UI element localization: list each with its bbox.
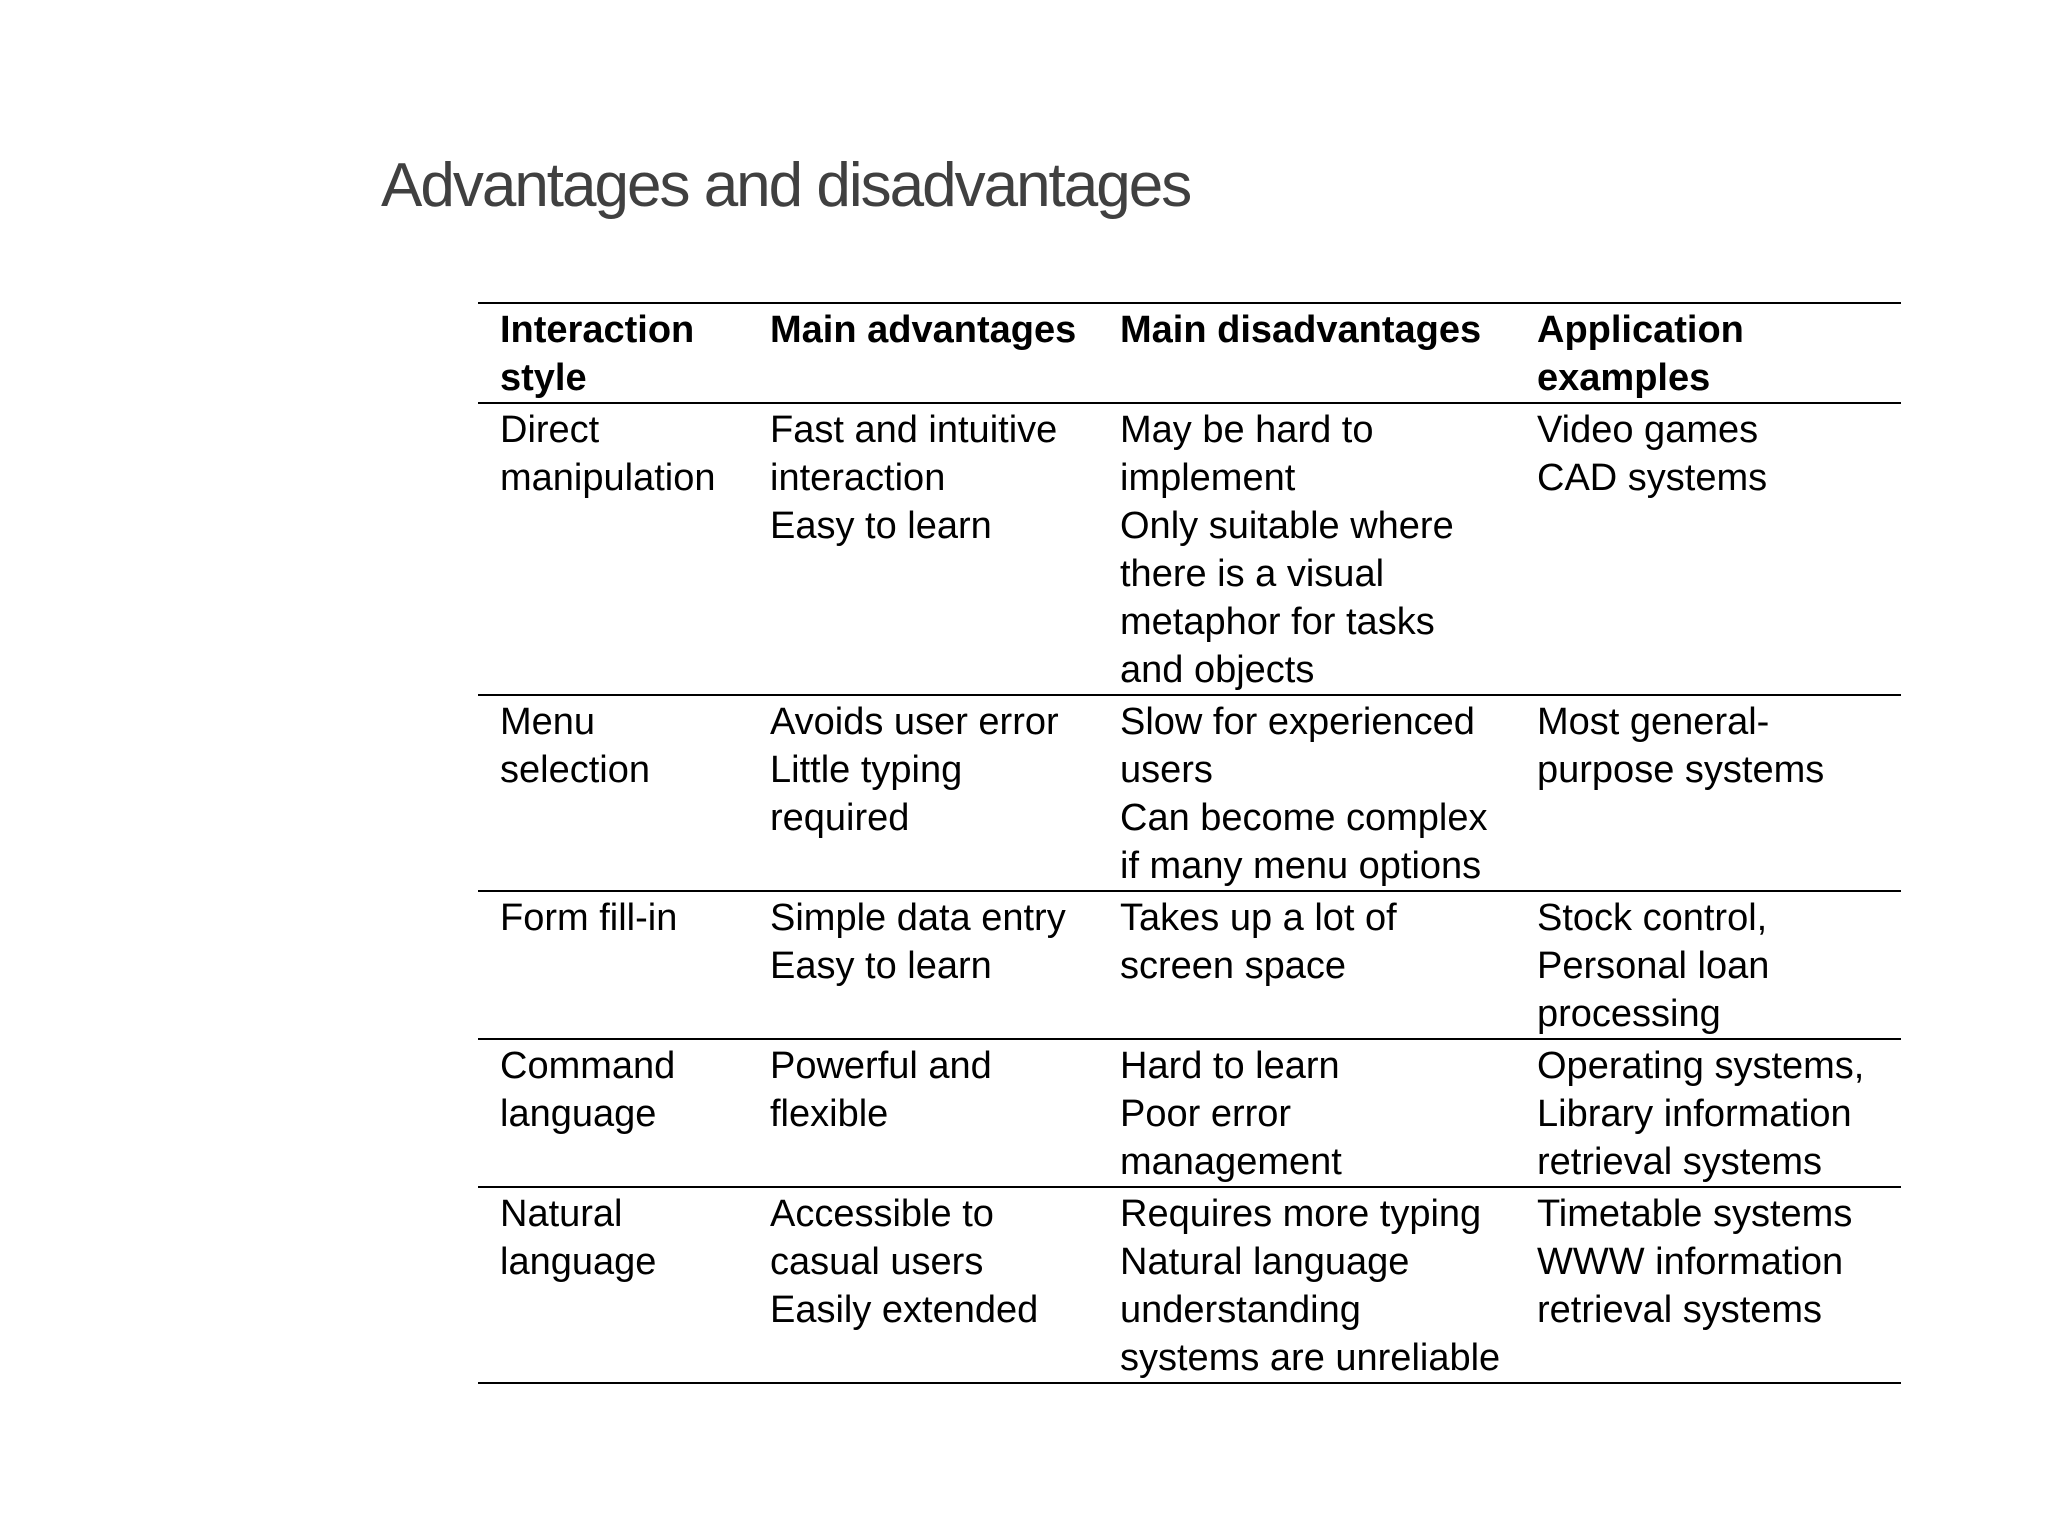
- slide-title: Advantages and disadvantages: [381, 151, 1191, 220]
- disadvantages-cell: [1098, 695, 1515, 891]
- header-text-line: style: [500, 357, 587, 399]
- cell-text-line: and objects: [1120, 649, 1315, 691]
- cell-text-line: there is a visual: [1120, 553, 1385, 595]
- cell-text-line: WWW information: [1537, 1241, 1844, 1283]
- cell-text-line: Easy to learn: [770, 945, 992, 987]
- cell-text-line: Operating systems,: [1537, 1045, 1865, 1087]
- header-interaction-style: [478, 303, 748, 403]
- cell-text-line: casual users: [770, 1241, 984, 1283]
- cell-text-line: screen space: [1120, 945, 1347, 987]
- examples-cell: [1515, 1039, 1901, 1187]
- cell-text-line: Most general-: [1537, 701, 1770, 743]
- interaction-style-cell: [478, 1187, 748, 1383]
- header-text-line: Interaction: [500, 309, 695, 351]
- cell-text-line: management: [1120, 1141, 1342, 1183]
- cell-text-line: Requires more typing: [1120, 1193, 1482, 1235]
- header-text-line: Main advantages: [770, 309, 1077, 351]
- header-text-line: examples: [1537, 357, 1711, 399]
- cell-text-line: interaction: [770, 457, 946, 499]
- cell-text-line: Simple data entry: [770, 897, 1066, 939]
- advantages-cell: [748, 1187, 1098, 1383]
- cell-text-line: Personal loan: [1537, 945, 1770, 987]
- cell-text-line: retrieval systems: [1537, 1141, 1823, 1183]
- table-row: [478, 403, 1901, 695]
- cell-text-line: if many menu options: [1120, 845, 1482, 887]
- cell-text-line: Fast and intuitive: [770, 409, 1058, 451]
- cell-text-line: Timetable systems: [1537, 1193, 1853, 1235]
- cell-text-line: Slow for experienced: [1120, 701, 1475, 743]
- cell-text-line: implement: [1120, 457, 1296, 499]
- cell-text-line: Only suitable where: [1120, 505, 1454, 547]
- table-row: [478, 1039, 1901, 1187]
- cell-text-line: Easy to learn: [770, 505, 992, 547]
- cell-text-line: Command: [500, 1045, 676, 1087]
- interaction-style-cell: [478, 403, 748, 695]
- header-application-examples: [1515, 303, 1901, 403]
- disadvantages-cell: [1098, 403, 1515, 695]
- cell-text-line: understanding: [1120, 1289, 1361, 1331]
- cell-text-line: language: [500, 1241, 657, 1283]
- header-main-advantages: [748, 303, 1098, 403]
- cell-text-line: May be hard to: [1120, 409, 1374, 451]
- cell-text-line: Powerful and: [770, 1045, 992, 1087]
- cell-text-line: Video games: [1537, 409, 1759, 451]
- cell-text-line: processing: [1537, 993, 1721, 1035]
- disadvantages-cell: [1098, 1039, 1515, 1187]
- examples-cell: [1515, 1187, 1901, 1383]
- table-header-row: [478, 303, 1901, 403]
- table-row: [478, 1187, 1901, 1383]
- cell-text-line: Accessible to: [770, 1193, 994, 1235]
- interaction-style-cell: [478, 695, 748, 891]
- advantages-cell: [748, 891, 1098, 1039]
- cell-text-line: Poor error: [1120, 1093, 1292, 1135]
- cell-text-line: Stock control,: [1537, 897, 1768, 939]
- cell-text-line: systems are unreliable: [1120, 1337, 1501, 1379]
- cell-text-line: metaphor for tasks: [1120, 601, 1435, 643]
- cell-text-line: retrieval systems: [1537, 1289, 1823, 1331]
- table-row: [478, 891, 1901, 1039]
- examples-cell: [1515, 403, 1901, 695]
- cell-text-line: Little typing: [770, 749, 963, 791]
- cell-text-line: Form fill-in: [500, 897, 678, 939]
- cell-text-line: required: [770, 797, 910, 839]
- cell-text-line: Natural: [500, 1193, 623, 1235]
- cell-text-line: Natural language: [1120, 1241, 1410, 1283]
- cell-text-line: selection: [500, 749, 650, 791]
- table-body: [478, 403, 1901, 1383]
- cell-text-line: Avoids user error: [770, 701, 1059, 743]
- cell-text-line: language: [500, 1093, 657, 1135]
- examples-cell: [1515, 891, 1901, 1039]
- cell-text-line: manipulation: [500, 457, 716, 499]
- header-text-line: Application: [1537, 309, 1744, 351]
- cell-text-line: users: [1120, 749, 1213, 791]
- cell-text-line: Menu: [500, 701, 596, 743]
- interaction-styles-table: [478, 302, 1901, 1384]
- advantages-cell: [748, 403, 1098, 695]
- table-row: [478, 695, 1901, 891]
- cell-text-line: flexible: [770, 1093, 889, 1135]
- interaction-style-cell: [478, 891, 748, 1039]
- cell-text-line: Easily extended: [770, 1289, 1039, 1331]
- cell-text-line: purpose systems: [1537, 749, 1825, 791]
- advantages-cell: [748, 1039, 1098, 1187]
- cell-text-line: Can become complex: [1120, 797, 1488, 839]
- disadvantages-cell: [1098, 891, 1515, 1039]
- cell-text-line: Hard to learn: [1120, 1045, 1340, 1087]
- cell-text-line: Direct: [500, 409, 600, 451]
- cell-text-line: CAD systems: [1537, 457, 1768, 499]
- advantages-cell: [748, 695, 1098, 891]
- examples-cell: [1515, 695, 1901, 891]
- comparison-table-container: [478, 302, 1901, 1384]
- interaction-style-cell: [478, 1039, 748, 1187]
- disadvantages-cell: [1098, 1187, 1515, 1383]
- cell-text-line: Library information: [1537, 1093, 1852, 1135]
- cell-text-line: Takes up a lot of: [1120, 897, 1397, 939]
- header-text-line: Main disadvantages: [1120, 309, 1482, 351]
- header-main-disadvantages: [1098, 303, 1515, 403]
